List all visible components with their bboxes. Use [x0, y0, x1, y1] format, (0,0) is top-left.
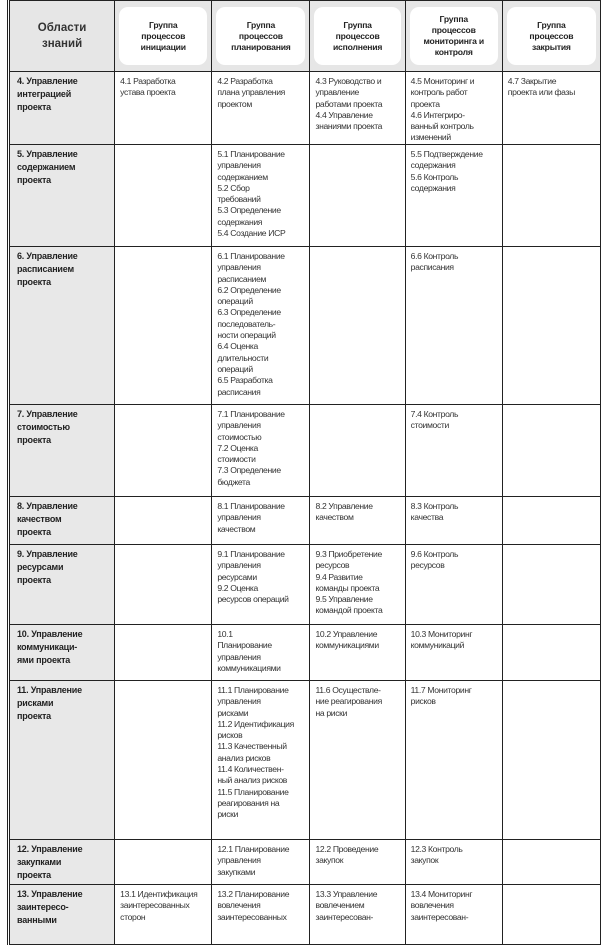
knowledge-area-label: 5. Управление содержанием проекта: [17, 149, 78, 185]
process-list: [503, 840, 600, 844]
knowledge-area-cell: [9, 840, 115, 885]
process-cell: [115, 72, 212, 145]
process-list: [115, 247, 211, 251]
process-list: [503, 247, 600, 251]
knowledge-area-label: 13. Управление заинтересо- ванными: [17, 889, 83, 925]
process-list: 12.1 Планирование управления закупками: [217, 844, 290, 877]
process-cell: [212, 497, 310, 545]
process-list: 6.1 Планирование управления расписанием 6.2 Определение операций 6.3 Определение последователь- ности операций 6.4 Оценка длительности операций 6.5 Разработка расписания: [217, 251, 285, 397]
process-list: 5.1 Планирование управления содержанием 5.2 Сбор требований 5.3 Определение содержания 5.4 Создание ИСР: [217, 149, 286, 239]
knowledge-area-label: 4. Управление интеграцией проекта: [17, 76, 78, 112]
knowledge-area-cell: [9, 247, 115, 405]
table-row: [9, 405, 601, 497]
process-cell: [405, 405, 502, 497]
process-list: 8.1 Планирование управления качеством: [217, 501, 285, 534]
table-row: [9, 885, 601, 945]
header-executing: [310, 1, 405, 72]
process-list: [115, 497, 211, 501]
process-cell: [405, 145, 502, 247]
process-cell: [212, 885, 310, 945]
process-list: 13.4 Мониторинг вовлечения заинтересован-: [410, 889, 473, 922]
process-cell: [310, 625, 405, 681]
process-cell: [212, 545, 310, 625]
process-list: 11.7 Мониторинг рисков: [410, 685, 472, 707]
process-cell: [310, 497, 405, 545]
table-row: [9, 625, 601, 681]
process-cell: [502, 145, 600, 247]
table-row: [9, 681, 601, 840]
knowledge-area-label: 12. Управление закупками проекта: [17, 844, 83, 880]
process-cell: [212, 145, 310, 247]
process-list: [115, 625, 211, 629]
knowledge-area-cell: [9, 885, 115, 945]
process-cell: [115, 681, 212, 840]
process-list: 12.2 Проведение закупок: [315, 844, 379, 866]
process-cell: [502, 625, 600, 681]
process-cell: [502, 885, 600, 945]
table-row: [9, 497, 601, 545]
knowledge-area-cell: [9, 681, 115, 840]
header-row: [9, 1, 601, 72]
process-list: [115, 405, 211, 409]
process-list: 7.4 Контроль стоимости: [410, 409, 459, 431]
process-list: [503, 145, 600, 149]
process-list: 9.6 Контроль ресурсов: [410, 549, 459, 571]
process-list: 4.3 Руководство и управление работами проекта 4.4 Управление знаниями проекта: [315, 76, 383, 132]
table-row: [9, 72, 601, 145]
process-list: 4.2 Разработка плана управления проектом: [217, 76, 285, 109]
header-monitoring-controlling: [405, 1, 502, 72]
process-cell: [502, 405, 600, 497]
header-column-label: Группа процессов инициации: [119, 7, 207, 65]
process-list: [503, 885, 600, 889]
process-cell: [502, 497, 600, 545]
process-cell: [405, 885, 502, 945]
knowledge-area-cell: [9, 545, 115, 625]
header-column-label: Группа процессов планирования: [216, 7, 305, 65]
header-area-label: Области знаний: [37, 22, 87, 50]
process-list: 4.7 Закрытие проекта или фазы: [507, 76, 575, 98]
process-list: 8.3 Контроль качества: [410, 501, 459, 523]
process-list: [310, 405, 404, 409]
process-list: 9.1 Планирование управления ресурсами 9.2 Оценка ресурсов операций: [217, 549, 289, 605]
process-list: [115, 545, 211, 549]
process-list: 8.2 Управление качеством: [315, 501, 373, 523]
process-list: [503, 497, 600, 501]
process-list: 11.6 Осуществле- ние реагирования на риски: [315, 685, 382, 718]
process-list: 13.3 Управление вовлечением заинтересован-: [315, 889, 378, 922]
process-cell: [310, 72, 405, 145]
process-cell: [310, 681, 405, 840]
knowledge-area-label: 8. Управление качеством проекта: [17, 501, 78, 537]
process-cell: [310, 145, 405, 247]
header-column-label: Группа процессов исполнения: [314, 7, 400, 65]
process-list: [503, 405, 600, 409]
knowledge-area-label: 10. Управление коммуникаци- ями проекта: [17, 629, 83, 665]
process-list: [503, 545, 600, 549]
process-list: [310, 247, 404, 251]
header-closing: [502, 1, 600, 72]
process-cell: [115, 625, 212, 681]
process-list: [115, 840, 211, 844]
process-list: 6.6 Контроль расписания: [410, 251, 459, 273]
process-cell: [310, 247, 405, 405]
process-cell: [212, 405, 310, 497]
process-list: 10.2 Управление коммуникациями: [315, 629, 379, 651]
process-list: 5.5 Подтверждение содержания 5.6 Контроль содержания: [410, 149, 483, 193]
knowledge-areas-process-groups-table: [7, 0, 601, 945]
table-row: [9, 145, 601, 247]
process-list: 11.1 Планирование управления рисками 11.2 Идентификация рисков 11.3 Качественный анализ рисков 11.4 Количествен- ный анализ рисков 11.5 Планирование реагирования на риски: [217, 685, 294, 820]
process-cell: [502, 840, 600, 885]
process-cell: [212, 840, 310, 885]
process-list: 13.1 Идентификация заинтересованных сторон: [120, 889, 198, 922]
header-planning: [212, 1, 310, 72]
process-list: 7.1 Планирование управления стоимостью 7.2 Оценка стоимости 7.3 Определение бюджета: [217, 409, 285, 487]
process-cell: [212, 247, 310, 405]
knowledge-area-cell: [9, 497, 115, 545]
knowledge-area-cell: [9, 405, 115, 497]
process-list: 10.3 Мониторинг коммуникаций: [410, 629, 473, 651]
header-knowledge-areas: [9, 1, 115, 72]
process-list: 4.5 Мониторинг и контроль работ проекта 4.6 Интегриро- ванный контроль изменений: [410, 76, 475, 143]
header-column-label: Группа процессов мониторинга и контроля: [410, 7, 498, 65]
table-row: [9, 840, 601, 885]
knowledge-area-label: 7. Управление стоимостью проекта: [17, 409, 78, 445]
process-list: [310, 145, 404, 149]
process-cell: [310, 885, 405, 945]
process-cell: [310, 545, 405, 625]
process-cell: [405, 625, 502, 681]
knowledge-area-label: 6. Управление расписанием проекта: [17, 251, 78, 287]
knowledge-area-cell: [9, 145, 115, 247]
process-cell: [405, 840, 502, 885]
process-list: 10.1 Планирование управления коммуникациями: [217, 629, 281, 673]
knowledge-area-label: 11. Управление рисками проекта: [17, 685, 82, 721]
knowledge-area-cell: [9, 72, 115, 145]
process-cell: [405, 497, 502, 545]
header-column-label: Группа процессов закрытия: [507, 7, 596, 65]
process-cell: [115, 885, 212, 945]
process-cell: [115, 545, 212, 625]
process-list: 13.2 Планирование вовлечения заинтересованных: [217, 889, 290, 922]
process-cell: [502, 247, 600, 405]
process-cell: [405, 681, 502, 840]
process-list: 9.3 Приобретение ресурсов 9.4 Развитие команды проекта 9.5 Управление командой проекта: [315, 549, 383, 616]
knowledge-area-label: 9. Управление ресурсами проекта: [17, 549, 78, 585]
process-cell: [502, 545, 600, 625]
process-cell: [405, 247, 502, 405]
process-cell: [502, 72, 600, 145]
process-cell: [405, 72, 502, 145]
process-list: [115, 145, 211, 149]
process-list: [503, 681, 600, 685]
process-cell: [115, 405, 212, 497]
knowledge-area-cell: [9, 625, 115, 681]
process-cell: [115, 840, 212, 885]
process-cell: [115, 497, 212, 545]
process-list: 4.1 Разработка устава проекта: [120, 76, 176, 98]
process-cell: [310, 405, 405, 497]
process-cell: [310, 840, 405, 885]
process-cell: [212, 625, 310, 681]
table-row: [9, 545, 601, 625]
table-row: [9, 247, 601, 405]
process-cell: [212, 72, 310, 145]
process-list: [115, 681, 211, 685]
process-cell: [115, 247, 212, 405]
process-cell: [212, 681, 310, 840]
process-list: [503, 625, 600, 629]
process-cell: [115, 145, 212, 247]
process-cell: [502, 681, 600, 840]
process-cell: [405, 545, 502, 625]
header-initiating: [115, 1, 212, 72]
process-list: 12.3 Контроль закупок: [410, 844, 463, 866]
